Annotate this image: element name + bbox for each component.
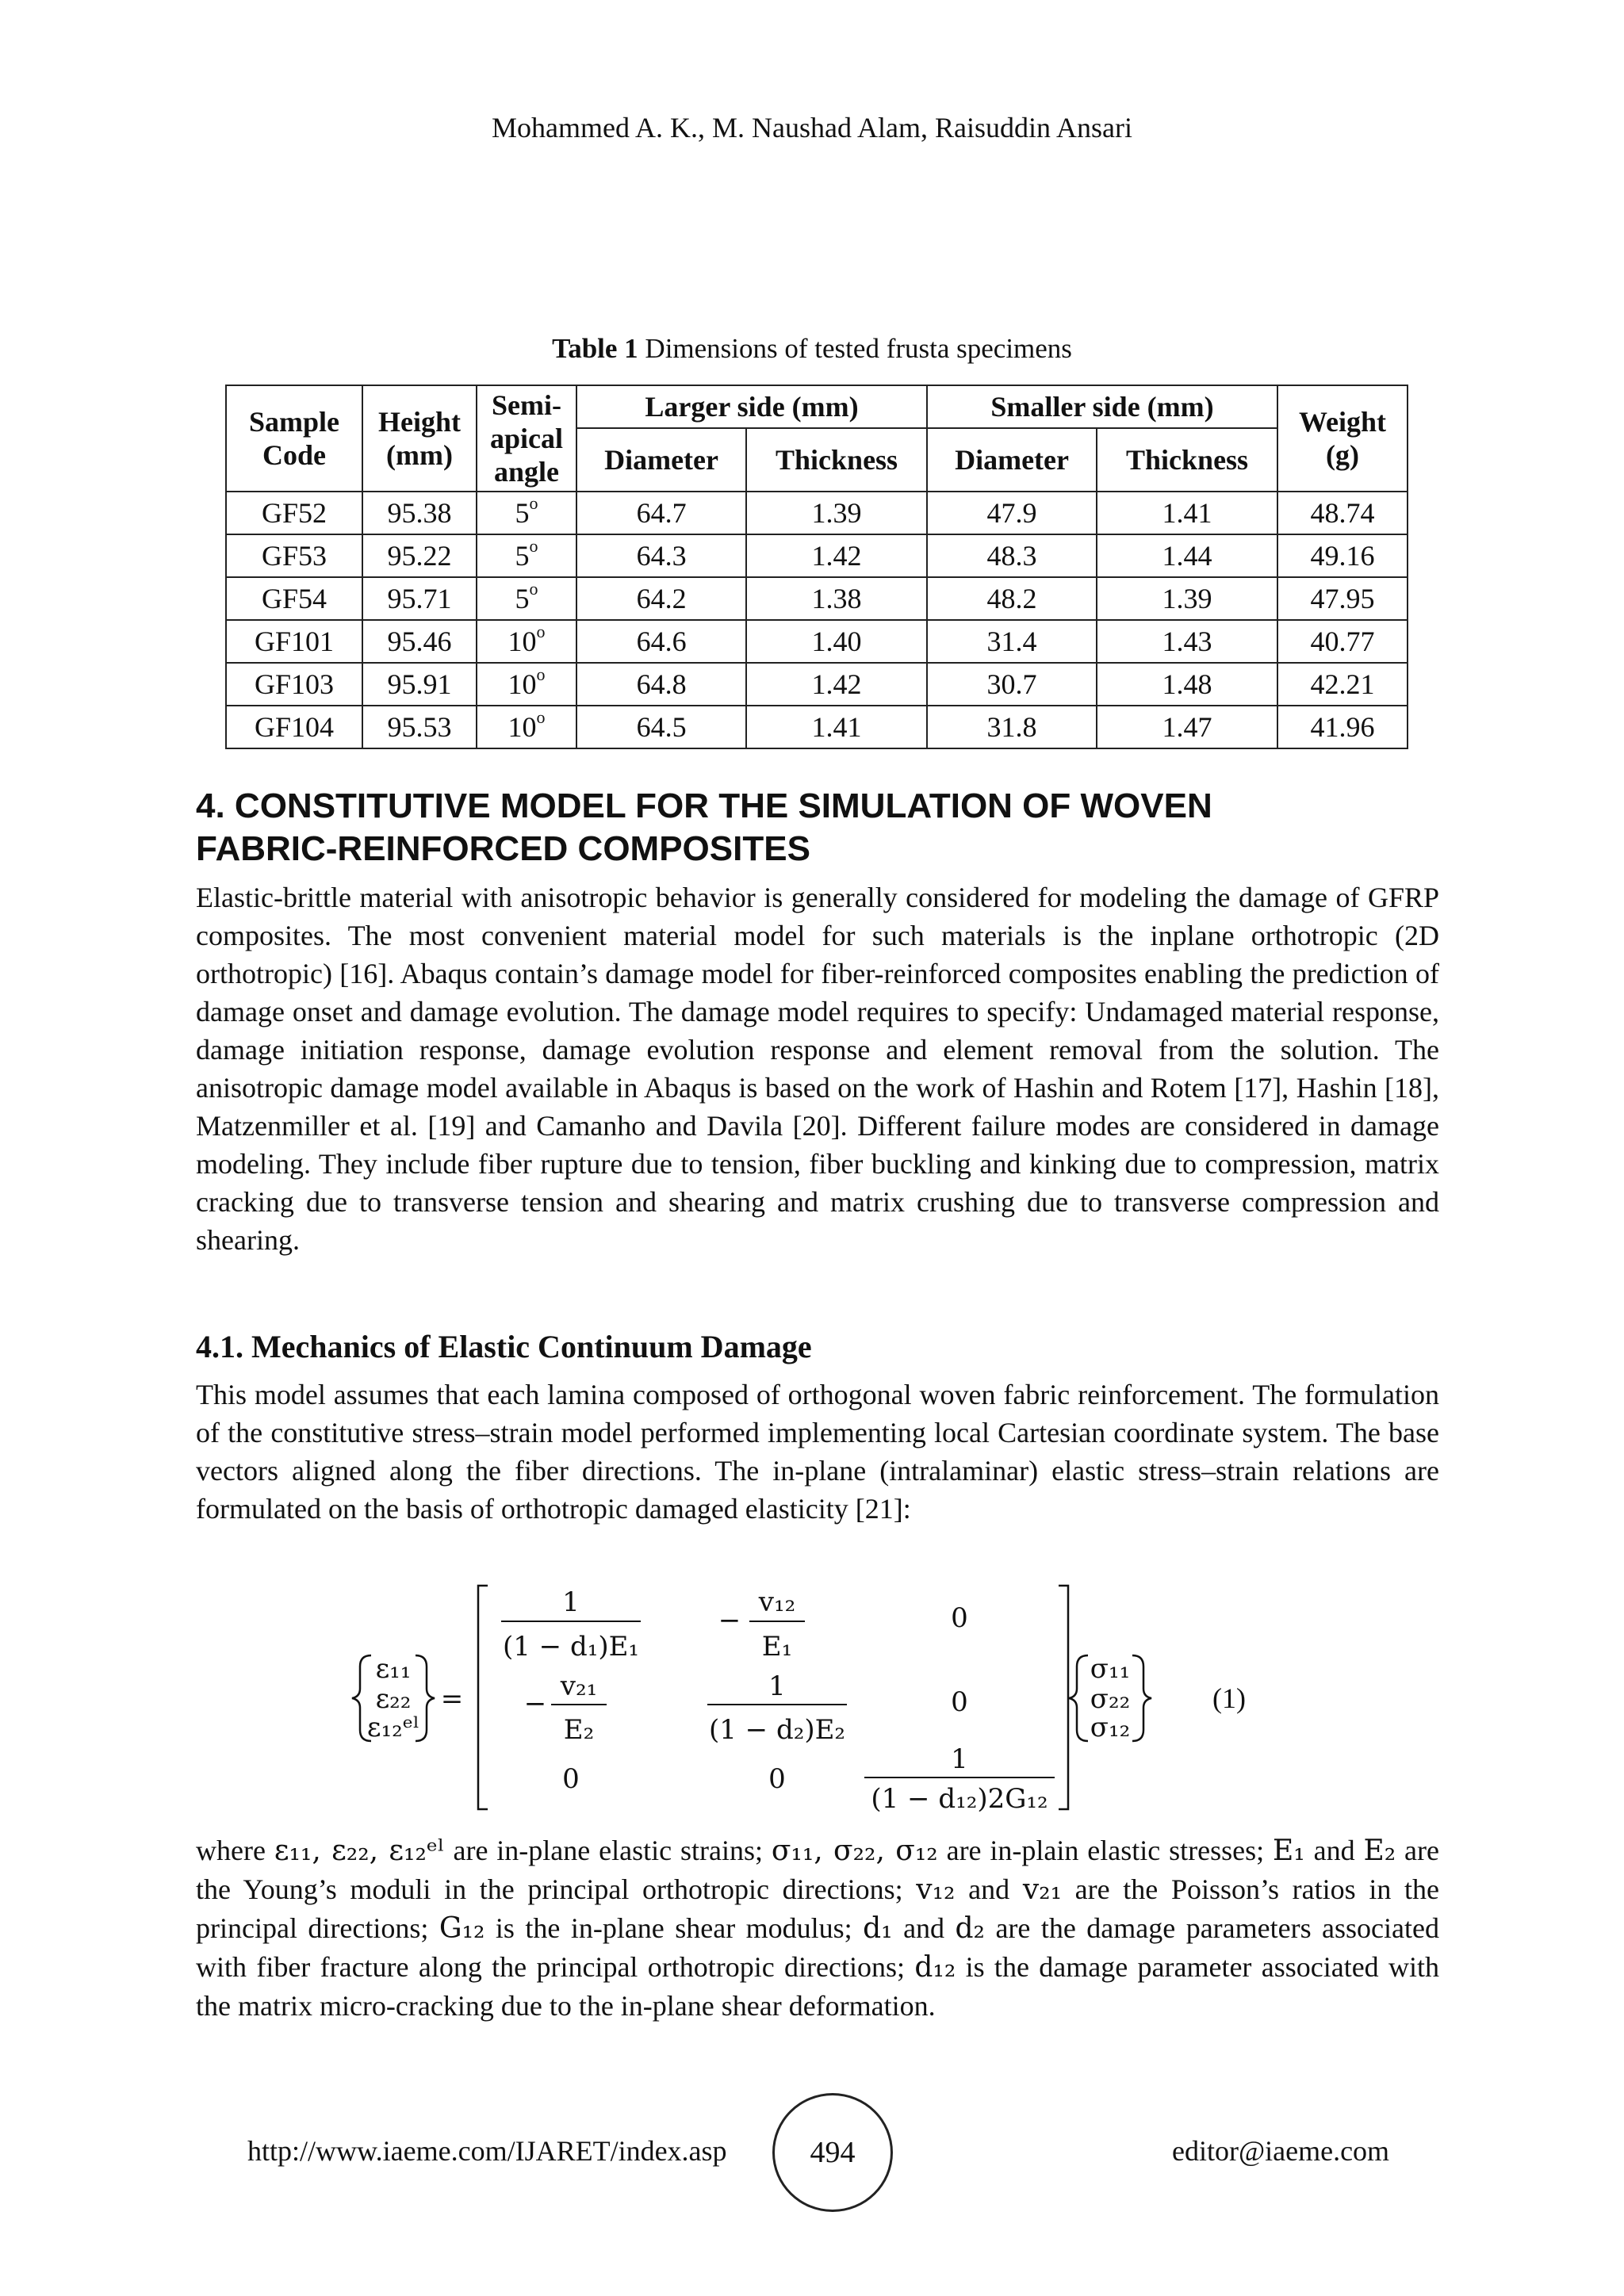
cell-weight: 47.95: [1277, 577, 1408, 620]
matrix-right-bracket-icon: [1059, 1586, 1068, 1809]
m21-minus: −: [523, 1688, 547, 1720]
table-row: [226, 577, 1408, 620]
cell-angle: 10$^o$: [477, 663, 576, 706]
table-row: [226, 534, 1408, 577]
table-caption-text: Dimensions of tested frusta specimens: [638, 333, 1072, 364]
cell-larger-diameter: 64.8: [576, 663, 746, 706]
cell-angle: 10$^o$: [477, 620, 576, 663]
cell-weight: 42.21: [1277, 663, 1408, 706]
subsection-paragraph: This model assumes that each lamina composed of orthogonal woven fabric reinforcement. The formulation of the constitutive stress–strain model performed implementing local Cartesian coordinate system. The base vectors aligned along the fiber directions. The in-plane (intralaminar) elastic stress–strain relations are formulated on the basis of orthotropic damaged elasticity [21]:: [196, 1379, 1439, 1525]
m12-minus: −: [718, 1605, 741, 1636]
table-row: [226, 706, 1408, 748]
constitutive-equation: [349, 1578, 1348, 1816]
m33-numerator: 1: [951, 1743, 968, 1775]
cell-angle: 5$^o$: [477, 492, 576, 534]
header-semi-apical-angle: Semi-apical angle: [477, 385, 576, 492]
cell-height: 95.71: [362, 577, 477, 620]
cell-code: GF53: [226, 534, 362, 577]
section-heading-line1: 4. CONSTITUTIVE MODEL FOR THE SIMULATION OF WOVEN: [196, 786, 1212, 825]
m13-zero: 0: [951, 1602, 968, 1634]
header-height: Height (mm): [362, 385, 477, 492]
cell-larger-diameter: 64.7: [576, 492, 746, 534]
section-paragraph: Elastic-brittle material with anisotropic behavior is generally considered for modeling the damage of GFRP composites. The most convenient material model for such materials is the inplane orthotropic (2D orthotropic) [16]. Abaqus contain’s damage model for fiber-reinforced composites enabling the prediction of damage onset and damage evolution. The damage model requires to specify: Undamaged material response, damage initiation response, damage evolution response and element removal from the solution. The anisotropic damage model available in Abaqus is based on the work of Hashin and Rotem [17], Hashin [18], Matzenmiller et al. [19] and Camanho and Davila [20]. Different failure modes are considered in damage modeling. They include fiber rupture due to tension, fiber buckling and kinking due to compression, matrix cracking due to transverse tension and shearing and matrix crushing due to transverse compression and shearing.: [196, 882, 1439, 1256]
m11-numerator: 1: [562, 1586, 580, 1618]
cell-larger-diameter: 64.3: [576, 534, 746, 577]
cell-height: 95.38: [362, 492, 477, 534]
m21-numerator: v₂₁: [560, 1670, 598, 1702]
cell-weight: 48.74: [1277, 492, 1408, 534]
header-smaller-thickness: Thickness: [1097, 428, 1277, 492]
sig11-text: σ₁₁: [1090, 1653, 1131, 1685]
header-larger-diameter: Diameter: [576, 428, 746, 492]
cell-larger-diameter: 64.5: [576, 706, 746, 748]
cell-smaller-thickness: 1.39: [1097, 577, 1277, 620]
cell-height: 95.22: [362, 534, 477, 577]
section-heading: [196, 785, 1433, 871]
cell-larger-thickness: 1.40: [746, 620, 927, 663]
cell-smaller-diameter: 48.2: [927, 577, 1097, 620]
eps11-text: ε₁₁: [375, 1653, 412, 1685]
table-row: [226, 620, 1408, 663]
m11-denominator: (1 − d₁)E₁: [502, 1631, 640, 1663]
m12-denominator: E₁: [761, 1631, 793, 1663]
cell-code: GF104: [226, 706, 362, 748]
m31-zero: 0: [562, 1763, 580, 1795]
cell-smaller-thickness: 1.44: [1097, 534, 1277, 577]
cell-weight: 40.77: [1277, 620, 1408, 663]
table-caption: [0, 333, 1624, 365]
sigma-right-brace-icon: [1132, 1655, 1151, 1741]
cell-weight: 41.96: [1277, 706, 1408, 748]
cell-angle: 10$^o$: [477, 706, 576, 748]
subsection-heading: 4.1. Mechanics of Elastic Continuum Damage: [196, 1329, 812, 1364]
specimen-table: [225, 385, 1408, 749]
cell-larger-thickness: 1.39: [746, 492, 927, 534]
m21-denominator: E₂: [563, 1714, 595, 1746]
cell-smaller-thickness: 1.43: [1097, 620, 1277, 663]
sig12-text: σ₁₂: [1090, 1712, 1131, 1743]
equals-sign: =: [440, 1683, 464, 1715]
header-weight: Weight (g): [1277, 385, 1408, 492]
header-smaller-diameter: Diameter: [927, 428, 1097, 492]
m32-zero: 0: [768, 1763, 786, 1795]
cell-angle: 5$^o$: [477, 577, 576, 620]
table-caption-label: Table 1: [552, 333, 638, 364]
cell-smaller-diameter: 47.9: [927, 492, 1097, 534]
cell-code: GF101: [226, 620, 362, 663]
m12-numerator: v₁₂: [758, 1586, 796, 1618]
page-number: 494: [772, 2093, 893, 2212]
cell-code: GF52: [226, 492, 362, 534]
cell-smaller-thickness: 1.48: [1097, 663, 1277, 706]
cell-larger-thickness: 1.42: [746, 534, 927, 577]
cell-smaller-thickness: 1.47: [1097, 706, 1277, 748]
footer-url[interactable]: http://www.iaeme.com/IJARET/index.asp: [247, 2135, 727, 2167]
eps22-text: ε₂₂: [375, 1683, 412, 1715]
explanation-paragraph: where ε₁₁, ε₂₂, ε₁₂ᵉˡ are in-plane elastic strains; σ₁₁, σ₂₂, σ₁₂ are in-plain elastic stresses; E₁ and E₂ are the Young’s moduli in the principal orthotropic directions; v₁₂ and v₂₁ are the Poisson’s ratios in the principal directions; G₁₂ is the in-plane shear modulus; d₁ and d₂ are the damage parameters associated with fiber fracture along the principal orthotropic directions; d₁₂ is the damage parameter associated with the matrix micro-cracking due to the in-plane shear deformation.: [196, 1835, 1440, 2022]
cell-larger-diameter: 64.6: [576, 620, 746, 663]
table-row: [226, 492, 1408, 534]
cell-larger-thickness: 1.42: [746, 663, 927, 706]
cell-weight: 49.16: [1277, 534, 1408, 577]
cell-larger-thickness: 1.38: [746, 577, 927, 620]
footer-email[interactable]: editor@iaeme.com: [1172, 2135, 1390, 2167]
cell-angle: 5$^o$: [477, 534, 576, 577]
header-larger-thickness: Thickness: [746, 428, 927, 492]
running-header: Mohammed A. K., M. Naushad Alam, Raisuddin Ansari: [492, 112, 1132, 144]
eps12el-text: ε₁₂ᵉˡ: [366, 1712, 420, 1743]
m33-denominator: (1 − d₁₂)2G₁₂: [871, 1783, 1048, 1815]
equation-number: (1): [1212, 1682, 1246, 1714]
cell-larger-diameter: 64.2: [576, 577, 746, 620]
cell-height: 95.91: [362, 663, 477, 706]
m22-denominator: (1 − d₂)E₂: [708, 1714, 846, 1746]
cell-smaller-diameter: 31.8: [927, 706, 1097, 748]
matrix-left-bracket-icon: [478, 1586, 488, 1809]
cell-code: GF103: [226, 663, 362, 706]
header-larger-side: Larger side (mm): [576, 385, 927, 428]
cell-height: 95.46: [362, 620, 477, 663]
cell-larger-thickness: 1.41: [746, 706, 927, 748]
m22-numerator: 1: [768, 1670, 786, 1702]
section-heading-line2: FABRIC-REINFORCED COMPOSITES: [196, 829, 810, 868]
cell-smaller-diameter: 48.3: [927, 534, 1097, 577]
cell-smaller-diameter: 30.7: [927, 663, 1097, 706]
header-smaller-side: Smaller side (mm): [927, 385, 1277, 428]
table-row: [226, 663, 1408, 706]
sigma-left-brace-icon: [1069, 1655, 1088, 1741]
cell-smaller-thickness: 1.41: [1097, 492, 1277, 534]
sig22-text: σ₂₂: [1090, 1683, 1131, 1715]
m23-zero: 0: [951, 1686, 968, 1718]
cell-smaller-diameter: 31.4: [927, 620, 1097, 663]
cell-height: 95.53: [362, 706, 477, 748]
header-sample-code: Sample Code: [226, 385, 362, 492]
cell-code: GF54: [226, 577, 362, 620]
